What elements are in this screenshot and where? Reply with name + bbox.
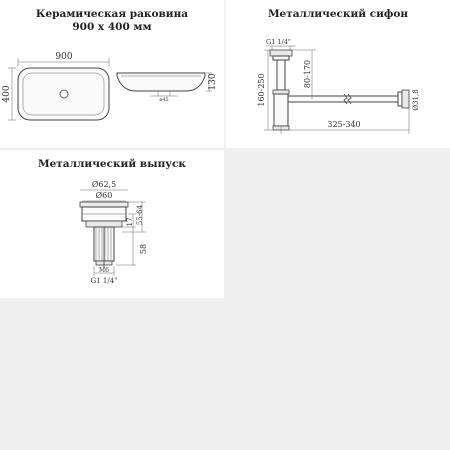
sink-side-view <box>117 73 205 91</box>
sink-depth-label: 130 <box>208 73 218 91</box>
siphon-title: Металлический сифон <box>267 8 409 20</box>
drain-bolt-label: M6 <box>99 267 109 274</box>
drain-outer-diameter-label: Ø62,5 <box>91 180 117 189</box>
siphon-height-range-label: 160-250 <box>257 73 266 107</box>
drain-stem-label: 58 <box>139 243 148 255</box>
sink-size-title: 900 х 400 мм <box>72 21 152 33</box>
drain-drawing <box>0 150 224 298</box>
sink-title: Керамическая раковина <box>35 8 189 20</box>
siphon-outlet-pipe <box>288 96 400 102</box>
drain-collar-label: 17 <box>126 217 134 227</box>
siphon-thread-label: G1 1/4" <box>266 38 291 46</box>
sink-width-label: 900 <box>55 52 73 62</box>
sink-panel <box>0 0 224 148</box>
drain-panel <box>0 150 224 298</box>
siphon-length-range-label: 325-340 <box>327 120 361 129</box>
siphon-vertical-pipe <box>277 60 285 90</box>
siphon-panel <box>226 0 450 148</box>
siphon-inner-range-label: 80-170 <box>303 59 312 89</box>
siphon-bottle <box>274 94 288 126</box>
drain-title: Металлический выпуск <box>38 158 186 170</box>
siphon-drawing <box>226 0 450 148</box>
sink-drawing <box>0 0 224 148</box>
drain-thread-label: G1 1/4" <box>90 277 118 285</box>
drain-inner-diameter-label: Ø60 <box>95 191 113 200</box>
sink-top-view <box>18 68 109 120</box>
sink-drain-label: ø45 <box>159 97 169 103</box>
drain-range-label: 55-64 <box>136 204 144 226</box>
sink-height-label: 400 <box>2 85 12 103</box>
siphon-diameter-label: Ø31,8 <box>412 89 420 111</box>
drain-cap <box>80 202 128 207</box>
